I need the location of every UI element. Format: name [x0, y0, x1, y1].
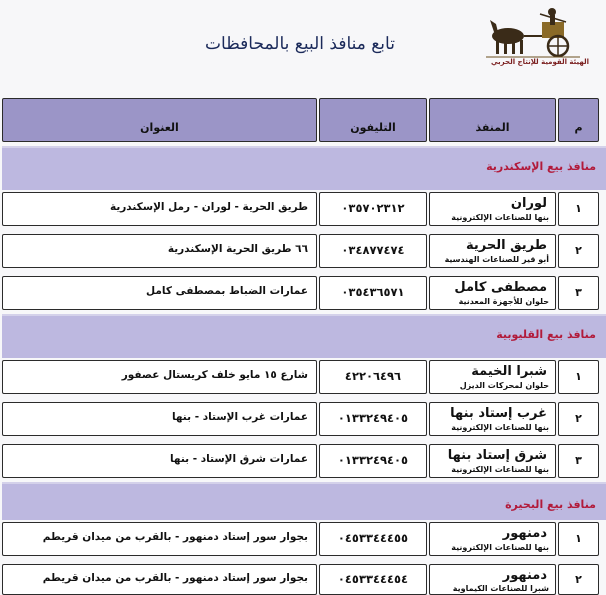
row-phone: ٠٣٥٤٣٦٥٧١	[341, 285, 405, 299]
row-outlet-company: بنها للصناعات الإلكترونية	[451, 543, 549, 552]
row-address: بجوار سور إستاد دمنهور - بالقرب من ميدان قريطم	[42, 571, 308, 584]
logo-caption: الهيئة القومية للإنتاج الحربي	[490, 58, 590, 66]
header-number: م	[558, 98, 599, 142]
chariot-logo-icon	[480, 2, 598, 82]
row-phone: ٤٢٢٠٦٤٩٦	[344, 369, 402, 383]
section-header	[2, 482, 606, 520]
row-number: ٢	[575, 244, 582, 257]
section-title: منافذ بيع البحيرة	[505, 498, 596, 511]
row-address: طريق الحرية - لوران - رمل الإسكندرية	[109, 201, 308, 213]
table-row	[2, 518, 606, 560]
row-phone: ٠٣٥٧٠٢٣١٢	[341, 201, 405, 215]
row-address: عمارات الضباط بمصطفى كامل	[146, 285, 308, 297]
row-outlet-name: دمنهور	[502, 526, 547, 541]
row-number: ٣	[575, 454, 582, 467]
table-row	[2, 272, 606, 314]
row-outlet-company: شبرا للصناعات الكيماوية	[452, 584, 549, 593]
row-address: بجوار سور إستاد دمنهور - بالقرب من ميدان قريطم	[42, 531, 308, 543]
row-outlet-company: أبو قير للصناعات الهندسية	[444, 255, 549, 264]
header-phone: التليفون	[319, 98, 427, 142]
row-phone: ٠٣٤٨٧٧٤٧٤	[341, 243, 405, 257]
row-phone: ٠١٣٣٢٤٩٤٠٥	[337, 411, 409, 425]
table-row	[2, 440, 606, 482]
row-outlet-name: دمنهور	[502, 568, 547, 583]
table-row	[2, 398, 606, 440]
section-header	[2, 314, 606, 358]
row-outlet-company: حلوان للأجهزة المعدنية	[458, 297, 549, 306]
table-header-row	[2, 94, 606, 146]
page-title: تابع منافذ البيع بالمحافظات	[205, 34, 395, 54]
table-row	[2, 188, 606, 230]
row-outlet-name: غرب إستاد بنها	[450, 406, 547, 421]
row-address: ٦٦ طريق الحرية الإسكندرية	[167, 243, 308, 255]
row-address: شارع ١٥ مايو خلف كريستال عصفور	[121, 369, 308, 381]
row-outlet-name: مصطفى كامل	[454, 280, 547, 295]
row-number: ٣	[575, 286, 582, 299]
table-row	[2, 560, 606, 595]
row-outlet-name: شرق إستاد بنها	[447, 448, 547, 463]
row-number: ٢	[575, 572, 582, 586]
table-row	[2, 356, 606, 398]
row-outlet-company: بنها للصناعات الإلكترونية	[451, 213, 549, 222]
row-phone: ٠١٣٣٢٤٩٤٠٥	[337, 453, 409, 467]
row-number: ١	[575, 202, 582, 215]
row-address: عمارات غرب الإستاد - بنها	[171, 411, 308, 423]
row-outlet-company: بنها للصناعات الإلكترونية	[451, 465, 549, 474]
row-address: عمارات شرق الإستاد - بنها	[169, 453, 308, 465]
table-row	[2, 230, 606, 272]
section-title: منافذ بيع القليوبية	[496, 328, 596, 341]
row-number: ٢	[575, 412, 582, 425]
row-outlet-company: بنها للصناعات الإلكترونية	[451, 423, 549, 432]
section-header	[2, 146, 606, 190]
header-address: العنوان	[2, 98, 317, 142]
row-phone: ٠٤٥٣٣٤٤٤٥٥	[337, 531, 409, 545]
header-outlet: المنفذ	[429, 98, 556, 142]
row-outlet-name: شبرا الخيمة	[471, 364, 547, 379]
row-outlet-name: طريق الحرية	[465, 238, 547, 253]
section-title: منافذ بيع الإسكندرية	[486, 160, 596, 173]
row-phone: ٠٤٥٣٣٤٤٤٥٤	[337, 571, 409, 586]
row-number: ١	[575, 532, 582, 545]
row-outlet-name: لوران	[510, 196, 547, 211]
row-outlet-company: حلوان لمحركات الديزل	[459, 381, 549, 390]
row-number: ١	[575, 370, 582, 383]
